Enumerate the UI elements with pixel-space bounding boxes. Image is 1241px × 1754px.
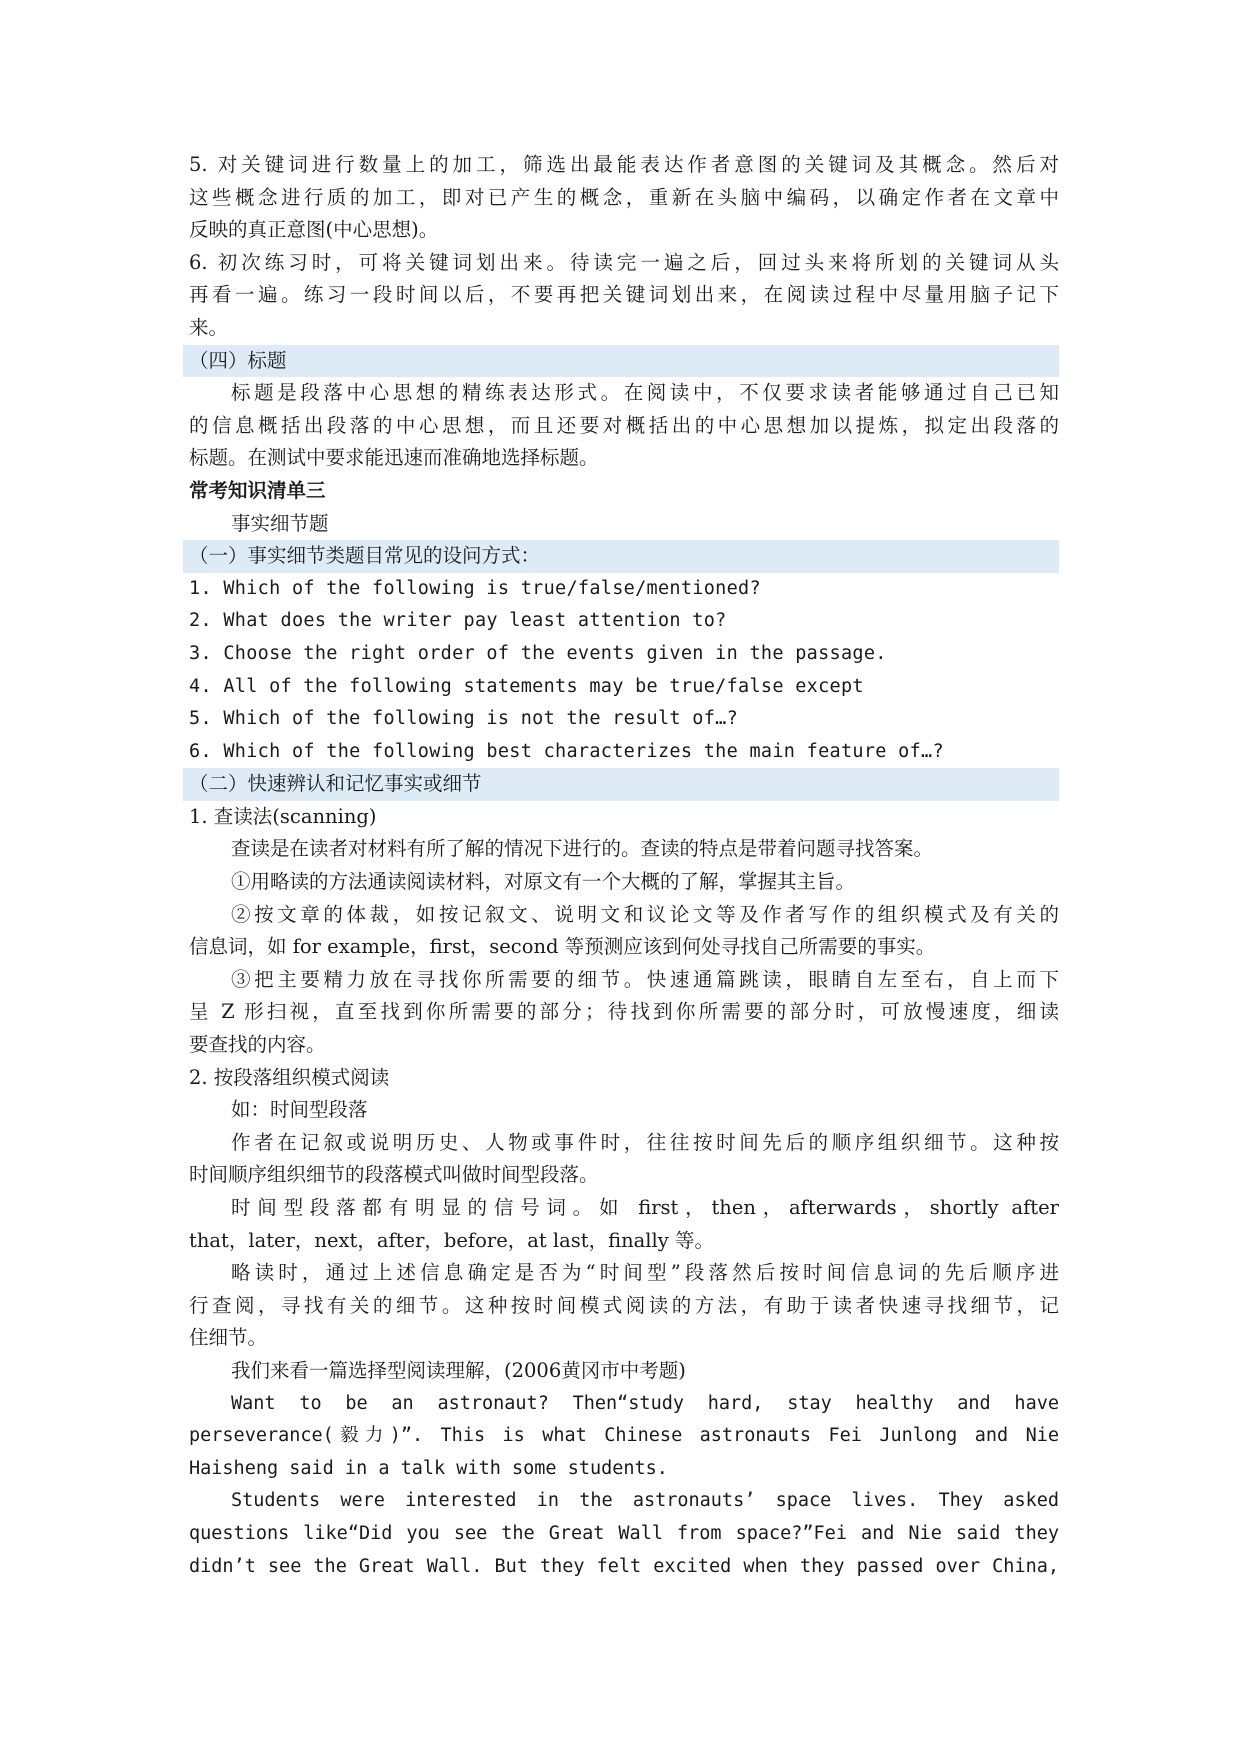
question-item-6: 6. Which of the following best characterizes the main feature of…?	[189, 740, 944, 762]
skimming-line-3: 住细节。	[189, 1326, 268, 1350]
knowledge-list-heading: 常考知识清单三	[189, 478, 326, 502]
scanning-paragraph: 查读是在读者对材料有所了解的情况下进行的。查读的特点是带着问题寻找答案。	[231, 837, 934, 861]
scanning-step-3-line-2: 呈 Z 形扫视，直至找到你所需要的部分；待找到你所需要的部分时，可放慢速度，细读	[189, 1000, 1059, 1024]
time-paragraph-line-2: 时间顺序组织细节的段落模式叫做时间型段落。	[189, 1163, 599, 1187]
subheading-fact-detail: 事实细节题	[231, 511, 329, 535]
paragraph-6-line-1: 6. 初次练习时，可将关键词划出来。待读完一遍之后，回过头来将所划的关键词从头	[189, 250, 1059, 274]
question-item-3: 3. Choose the right order of the events given in the passage.	[189, 642, 887, 664]
question-item-4: 4. All of the following statements may be true/false except	[189, 675, 864, 697]
section-heading-recognize-facts: （二）快速辨认和记忆事实或细节	[183, 768, 1059, 801]
question-item-1: 1. Which of the following is true/false/mentioned?	[189, 577, 761, 599]
paragraph-mode-heading: 2. 按段落组织模式阅读	[189, 1065, 390, 1089]
time-paragraph-example: 如：时间型段落	[231, 1098, 368, 1122]
scanning-step-1: ①用略读的方法通读阅读材料，对原文有一个大概的了解，掌握其主旨。	[231, 870, 856, 894]
title-paragraph-line-1: 标题是段落中心思想的精练表达形式。在阅读中，不仅要求读者能够通过自己已知	[231, 381, 1059, 405]
reading-passage-1-line-3: Haisheng said in a talk with some students.	[189, 1457, 668, 1479]
reading-passage-1-line-1: Want to be an astronaut? Then“study hard, stay healthy and have	[231, 1392, 1059, 1414]
question-item-5: 5. Which of the following is not the result of…?	[189, 708, 739, 730]
reading-passage-1-line-2: perseverance(毅力)”. This is what Chinese astronauts Fei Junlong and Nie	[189, 1425, 1059, 1447]
reading-passage-2-line-1: Students were interested in the astronauts’ space lives. They asked	[231, 1490, 1059, 1512]
scanning-step-2-line-1: ②按文章的体裁，如按记叙文、说明文和议论文等及作者写作的组织模式及有关的	[231, 902, 1059, 926]
signal-words-line-2: that，later，next，after，before，at last，finally 等。	[189, 1228, 714, 1252]
signal-words-line-1: 时间型段落都有明显的信号词。如 first，then，afterwards，shortly after	[231, 1196, 1059, 1219]
skimming-line-1: 略读时，通过上述信息确定是否为“时间型”段落然后按时间信息词的先后顺序进	[231, 1261, 1059, 1285]
scanning-step-3-line-3: 要查找的内容。	[189, 1033, 326, 1057]
title-paragraph-line-2: 的信息概括出段落的中心思想，而且还要对概括出的中心思想加以提炼，拟定出段落的	[189, 413, 1059, 437]
paragraph-6-line-2: 再看一遍。练习一段时间以后，不要再把关键词划出来，在阅读过程中尽量用脑子记下	[189, 283, 1059, 307]
time-paragraph-line-1: 作者在记叙或说明历史、人物或事件时，往往按时间先后的顺序组织细节。这种按	[231, 1130, 1059, 1154]
scanning-step-2-line-2: 信息词，如 for example，first，second 等预测应该到何处寻找自己所需要的事实。	[189, 935, 936, 959]
reading-passage-2-line-2: questions like“Did you see the Great Wall from space?”Fei and Nie said they	[189, 1522, 1059, 1544]
question-item-2: 2. What does the writer pay least attention to?	[189, 610, 727, 632]
section-heading-question-forms: （一）事实细节类题目常见的设问方式：	[183, 540, 1059, 573]
paragraph-5-line-3: 反映的真正意图(中心思想)。	[189, 218, 439, 242]
paragraph-6-line-3: 来。	[189, 315, 229, 339]
paragraph-5-line-2: 这些概念进行质的加工，即对已产生的概念，重新在头脑中编码，以确定作者在文章中	[189, 185, 1059, 209]
reading-example-intro: 我们来看一篇选择型阅读理解，(2006黄冈市中考题)	[231, 1358, 686, 1382]
paragraph-5-line-1: 5. 对关键词进行数量上的加工，筛选出最能表达作者意图的关键词及其概念。然后对	[189, 153, 1059, 176]
scanning-heading: 1. 查读法(scanning)	[189, 804, 377, 828]
document-page	[189, 149, 1059, 1583]
section-heading-title: （四）标题	[183, 345, 1059, 378]
scanning-step-3-line-1: ③把主要精力放在寻找你所需要的细节。快速通篇跳读，眼睛自左至右，自上而下	[231, 967, 1059, 991]
reading-passage-2-line-3: didn’t see the Great Wall. But they felt excited when they passed over China,	[189, 1555, 1059, 1577]
skimming-line-2: 行查阅，寻找有关的细节。这种按时间模式阅读的方法，有助于读者快速寻找细节，记	[189, 1293, 1059, 1317]
title-paragraph-line-3: 标题。在测试中要求能迅速而准确地选择标题。	[189, 446, 599, 470]
